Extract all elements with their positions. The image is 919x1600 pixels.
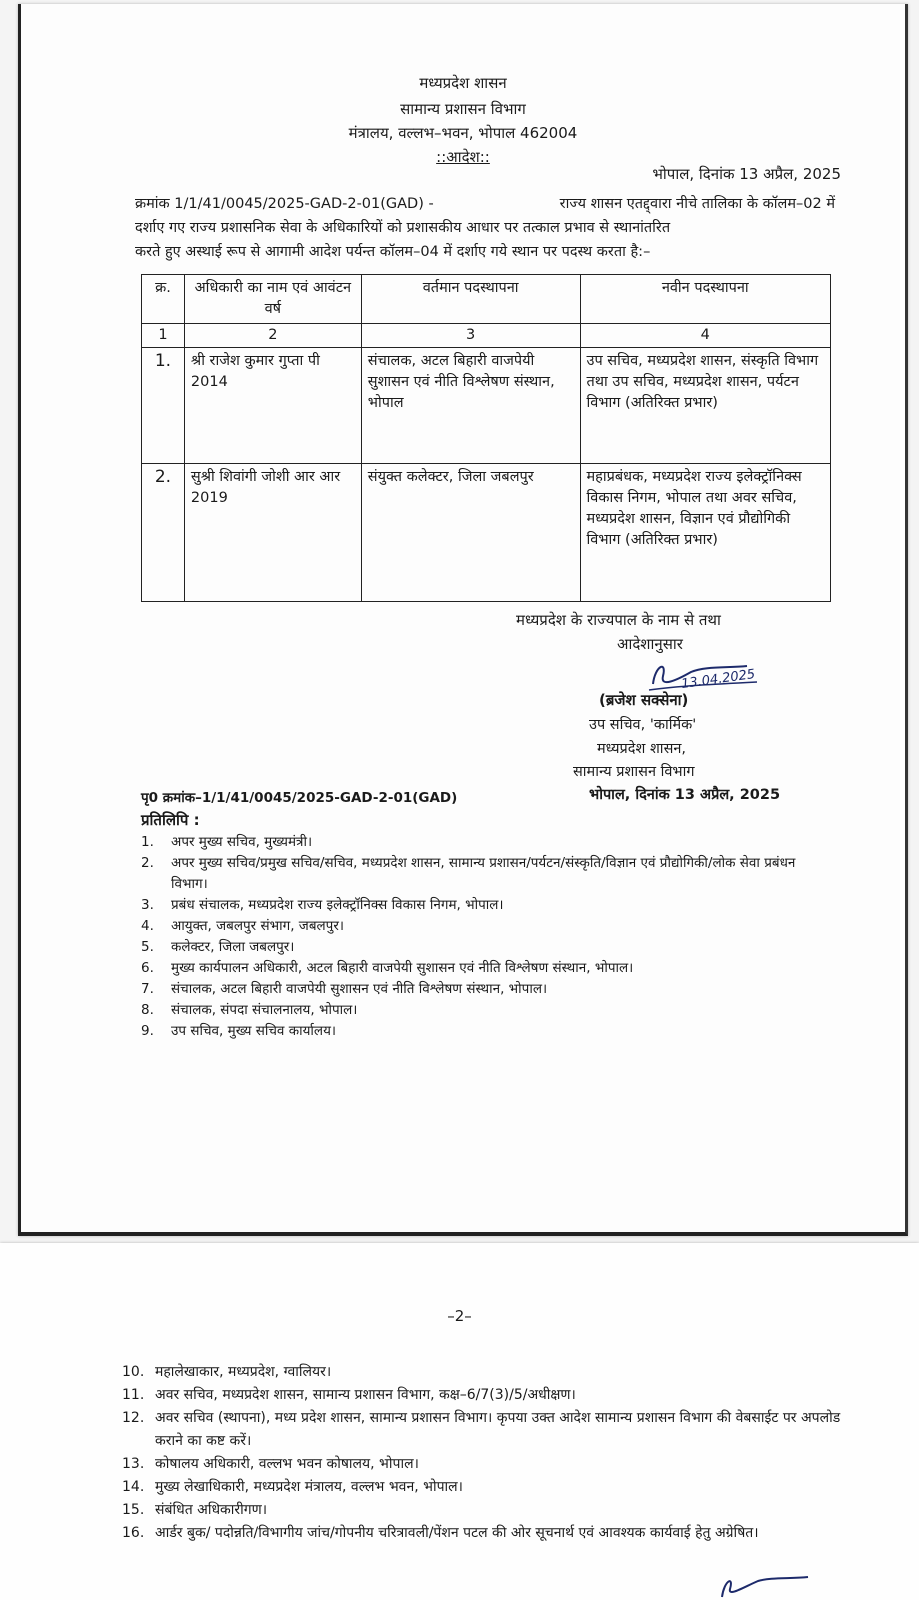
list-item: [141, 1000, 831, 1021]
page-number: –2–: [447, 1307, 472, 1325]
header-address: मंत्रालय, वल्लभ–भवन, भोपाल 462004: [348, 124, 578, 142]
copy-list-page-1: [141, 832, 831, 1042]
item-number: 12.: [122, 1410, 145, 1426]
table-index-row: [142, 324, 831, 348]
item-number: 9.: [141, 1023, 154, 1039]
item-text: अवर सचिव (स्थापना), मध्य प्रदेश शासन, सामान्य प्रशासन विभाग। कृपया उक्त आदेश सामान्य प्रशासन विभाग की वेबसाईट पर अपलोड कराने का कष्ट करें।: [155, 1410, 841, 1449]
item-number: 3.: [141, 897, 154, 913]
item-number: 15.: [122, 1502, 145, 1518]
transfer-table: [141, 274, 831, 602]
item-number: 1.: [141, 834, 154, 850]
item-number: 16.: [122, 1525, 145, 1541]
item-text: संचालक, संपदा संचालनालय, भोपाल।: [171, 1002, 358, 1018]
item-number: 7.: [141, 981, 154, 997]
signatory-designation-2: मध्यप्रदेश शासन,: [597, 741, 687, 757]
order-intro: [135, 192, 835, 264]
item-text: मुख्य कार्यपालन अधिकारी, अटल बिहारी वाजपेयी सुशासन एवं नीति विश्लेषण संस्थान, भोपाल।: [171, 960, 634, 976]
list-item: [141, 916, 831, 937]
order-title: ::आदेश::: [436, 148, 490, 166]
list-item: [141, 853, 831, 895]
item-text: संबंधित अधिकारीगण।: [155, 1502, 268, 1518]
item-number: 6.: [141, 960, 154, 976]
list-item: [122, 1522, 842, 1545]
list-item: [122, 1384, 842, 1407]
signatory-designation-3: सामान्य प्रशासन विभाग: [573, 764, 695, 780]
document-page-2: [0, 1243, 919, 1600]
endorsement-reference: पृ0 क्रमांक–1/1/41/0045/2025-GAD-2-01(GAD): [141, 790, 458, 806]
order-reference: क्रमांक 1/1/41/0045/2025-GAD-2-01(GAD) -: [135, 196, 434, 212]
item-text: अवर सचिव, मध्यप्रदेश शासन, सामान्य प्रशासन विभाग, कक्ष–6/7(3)/5/अधीक्षण।: [155, 1387, 576, 1403]
table-row: [142, 348, 831, 464]
item-text: अपर मुख्य सचिव, मुख्यमंत्री।: [171, 834, 313, 850]
item-text: संचालक, अटल बिहारी वाजपेयी सुशासन एवं नीति विश्लेषण संस्थान, भोपाल।: [171, 981, 548, 997]
list-item: [122, 1476, 842, 1499]
col-header-officer: अधिकारी का नाम एवं आवंटन वर्ष: [184, 275, 361, 324]
row-officer-name: श्री राजेश कुमार गुप्ता पी 2014: [184, 348, 361, 464]
intro-line-3: करते हुए अस्थाई रूप से आगामी आदेश पर्यन्त कॉलम–04 में दर्शाए गये स्थान पर पदस्थ करता है:–: [135, 244, 651, 260]
item-text: आर्डर बुक/ पदोन्नति/विभागीय जांच/गोपनीय चरित्रावली/पेंशन पटल की ओर सूचनार्थ एवं आवश्यक कार्यवाई हेतु अग्रेषित।: [155, 1525, 759, 1541]
intro-line-2: दर्शाए गए राज्य प्रशासनिक सेवा के अधिकारियों को प्रशासकीय आधार पर तत्काल प्रभाव से स्थानांतरित: [135, 220, 671, 236]
col-header-sno: क्र.: [142, 275, 185, 324]
item-number: 14.: [122, 1479, 145, 1495]
row-officer-name: सुश्री शिवांगी जोशी आर आर 2019: [184, 464, 361, 602]
list-item: [141, 832, 831, 853]
item-text: आयुक्त, जबलपुर संभाग, जबलपुर।: [171, 918, 344, 934]
governor-line-2: आदेशानुसार: [617, 635, 683, 653]
item-text: प्रबंध संचालक, मध्यप्रदेश राज्य इलेक्ट्रॉनिक्स विकास निगम, भोपाल।: [171, 897, 504, 913]
order-date: भोपाल, दिनांक 13 अप्रैल, 2025: [652, 165, 841, 183]
col-index: 3: [361, 324, 580, 348]
row-current-posting: संचालक, अटल बिहारी वाजपेयी सुशासन एवं नीति विश्लेषण संस्थान, भोपाल: [361, 348, 580, 464]
list-item: [141, 1021, 831, 1042]
col-index: 2: [184, 324, 361, 348]
list-item: [141, 895, 831, 916]
table-row: [142, 464, 831, 602]
signature-mark: [716, 1569, 816, 1599]
endorsement-date: भोपाल, दिनांक 13 अप्रैल, 2025: [589, 787, 781, 803]
row-new-posting: महाप्रबंधक, मध्यप्रदेश राज्य इलेक्ट्रॉनिक्स विकास निगम, भोपाल तथा अवर सचिव, मध्यप्रदेश शासन, विज्ञान एवं प्रौद्योगिकी विभाग (अतिरिक्त प्रभार): [580, 464, 830, 602]
header-state: मध्यप्रदेश शासन: [419, 74, 507, 92]
list-item: [122, 1361, 842, 1384]
copy-list-page-2: [122, 1361, 842, 1545]
col-header-new-posting: नवीन पदस्थापना: [580, 275, 830, 324]
header-department: सामान्य प्रशासन विभाग: [400, 100, 526, 118]
item-text: कोषालय अधिकारी, वल्लभ भवन कोषालय, भोपाल।: [155, 1456, 419, 1472]
item-number: 8.: [141, 1002, 154, 1018]
item-number: 4.: [141, 918, 154, 934]
item-text: मुख्य लेखाधिकारी, मध्यप्रदेश मंत्रालय, वल्लभ भवन, भोपाल।: [155, 1479, 463, 1495]
list-item: [122, 1499, 842, 1522]
col-index: 1: [142, 324, 185, 348]
list-item: [141, 979, 831, 1000]
table-header-row: [142, 275, 831, 324]
col-index: 4: [580, 324, 830, 348]
signatory-name: (ब्रजेश सक्सेना): [599, 691, 689, 709]
item-number: 10.: [122, 1364, 145, 1380]
list-item: [122, 1407, 842, 1453]
col-header-current-posting: वर्तमान पदस्थापना: [361, 275, 580, 324]
item-text: उप सचिव, मुख्य सचिव कार्यालय।: [171, 1023, 337, 1039]
row-sno: 1.: [142, 348, 185, 464]
list-item: [141, 937, 831, 958]
row-current-posting: संयुक्त कलेक्टर, जिला जबलपुर: [361, 464, 580, 602]
item-text: महालेखाकार, मध्यप्रदेश, ग्वालियर।: [155, 1364, 332, 1380]
signatory-designation-1: उप सचिव, 'कार्मिक': [589, 717, 697, 733]
list-item: [122, 1453, 842, 1476]
row-sno: 2.: [142, 464, 185, 602]
item-text: अपर मुख्य सचिव/प्रमुख सचिव/सचिव, मध्यप्रदेश शासन, सामान्य प्रशासन/पर्यटन/संस्कृति/विज्ञान एवं प्रौद्योगिकी/लोक सेवा प्रबंधन विभाग।: [171, 855, 796, 892]
document-page-1: [18, 4, 908, 1236]
item-number: 11.: [122, 1387, 145, 1403]
intro-line-1: राज्य शासन एतद्द्वारा नीचे तालिका के कॉलम–02 में: [559, 196, 835, 212]
list-item: [141, 958, 831, 979]
item-number: 2.: [141, 855, 154, 871]
governor-line-1: मध्यप्रदेश के राज्यपाल के नाम से तथा: [516, 611, 721, 629]
item-number: 13.: [122, 1456, 145, 1472]
item-number: 5.: [141, 939, 154, 955]
row-new-posting: उप सचिव, मध्यप्रदेश शासन, संस्कृति विभाग तथा उप सचिव, मध्यप्रदेश शासन, पर्यटन विभाग (अतिरिक्त प्रभार): [580, 348, 830, 464]
copy-label: प्रतिलिपि :: [141, 811, 200, 829]
item-text: कलेक्टर, जिला जबलपुर।: [171, 939, 295, 955]
signature-date-scrawl: 13.04.2025: [680, 666, 757, 693]
